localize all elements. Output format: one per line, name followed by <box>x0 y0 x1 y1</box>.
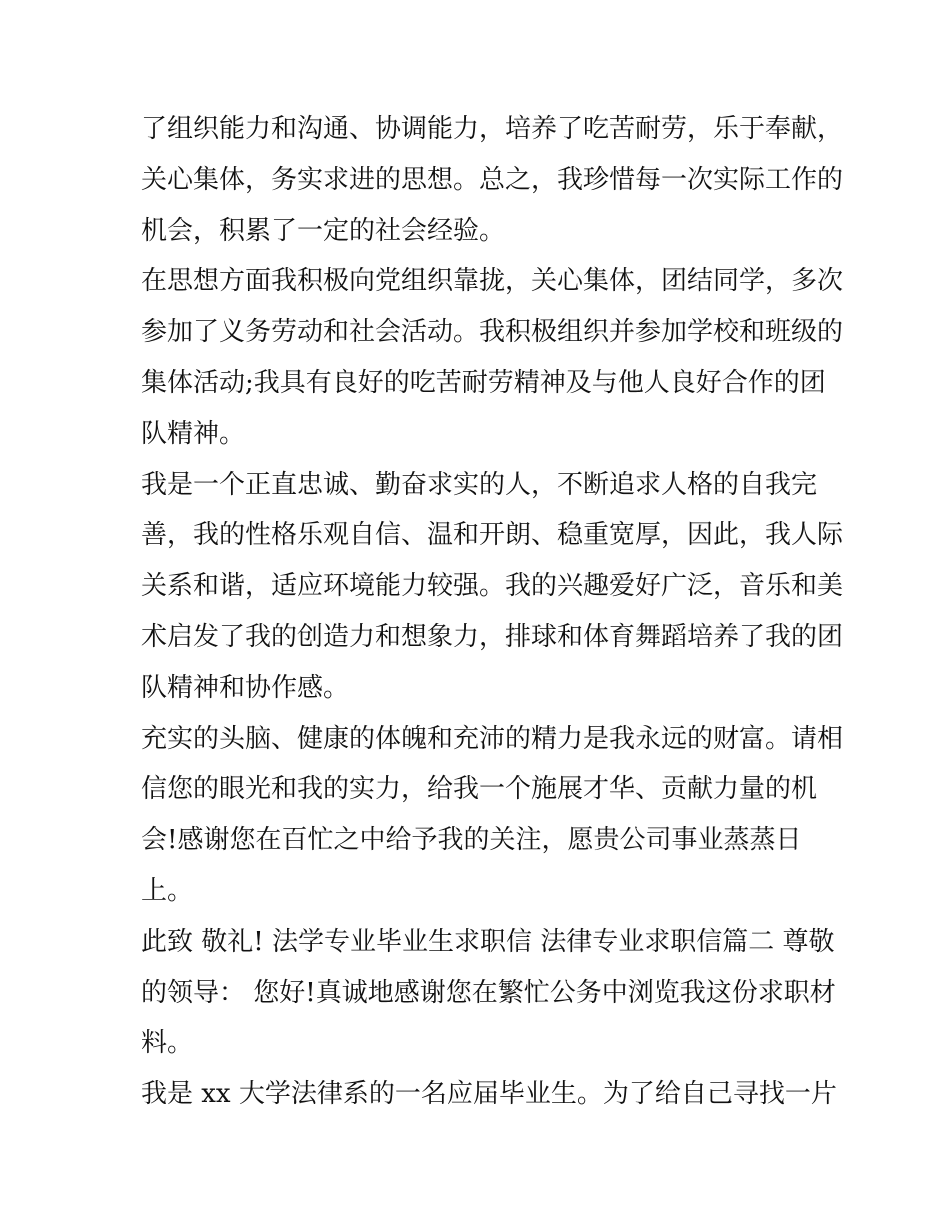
text-line: 队精神。 <box>141 418 246 449</box>
text-line: 机会，积累了一定的社会经验。 <box>141 215 506 246</box>
text-line: 充实的头脑、健康的体魄和充沛的精力是我永远的财富。请相 <box>141 723 844 754</box>
text-line: 在思想方面我积极向党组织靠拢，关心集体，团结同学，多次 <box>141 266 844 297</box>
text-line: 的领导： 您好!真诚地感谢您在繁忙公务中浏览我这份求职材 <box>141 977 836 1008</box>
document-body <box>141 104 844 1120</box>
text-line: 参加了义务劳动和社会活动。我积极组织并参加学校和班级的 <box>141 317 844 348</box>
text-line: 善，我的性格乐观自信、温和开朗、稳重宽厚，因此，我人际 <box>141 520 844 551</box>
text-line: 会!感谢您在百忙之中给予我的关注，愿贵公司事业蒸蒸日 <box>141 825 802 856</box>
text-line: 此致 敬礼! 法学专业毕业生求职信 法律专业求职信篇二 尊敬 <box>141 926 835 957</box>
text-line: 我是 xx 大学法律系的一名应届毕业生。为了给自己寻找一片 <box>141 1079 837 1110</box>
text-line: 料。 <box>141 1028 194 1059</box>
text-line: 了组织能力和沟通、协调能力，培养了吃苦耐劳，乐于奉献， <box>141 114 844 144</box>
text-line: 术启发了我的创造力和想象力，排球和体育舞蹈培养了我的团 <box>141 621 844 652</box>
text-line: 关系和谐，适应环境能力较强。我的兴趣爱好广泛，音乐和美 <box>141 571 844 602</box>
text-line: 我是一个正直忠诚、勤奋求实的人，不断追求人格的自我完 <box>141 469 818 500</box>
text-line: 信您的眼光和我的实力，给我一个施展才华、贡献力量的机 <box>141 774 818 805</box>
text-line: 关心集体，务实求进的思想。总之，我珍惜每一次实际工作的 <box>141 164 844 195</box>
text-line: 上。 <box>141 875 194 906</box>
text-line: 集体活动;我具有良好的吃苦耐劳精神及与他人良好合作的团 <box>141 367 826 398</box>
text-line: 队精神和协作感。 <box>141 672 350 703</box>
